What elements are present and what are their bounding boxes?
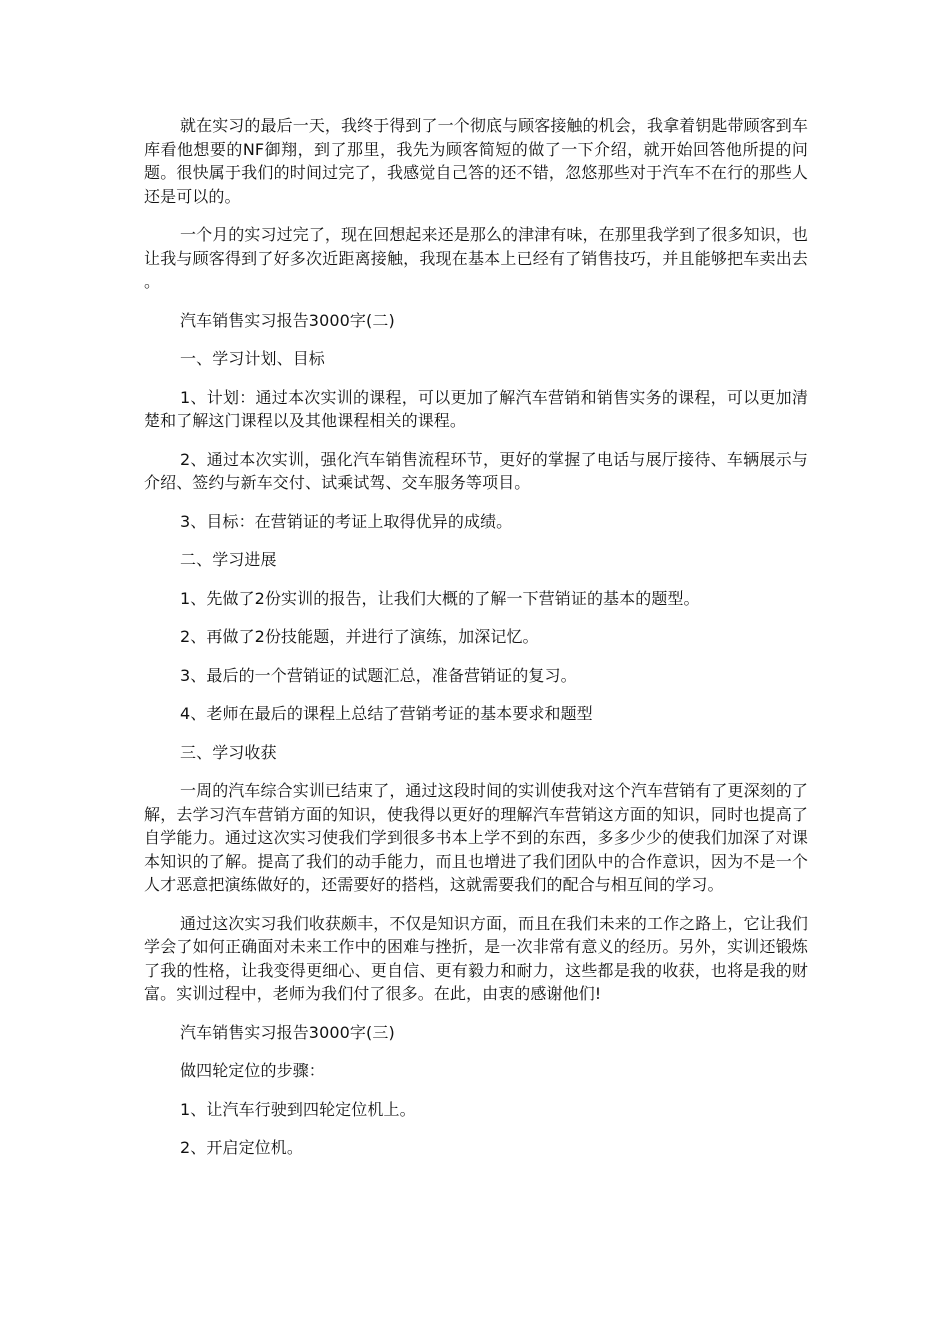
heading-alignment-steps: 做四轮定位的步骤： xyxy=(180,1061,325,1080)
heading-study-plan: 一、学习计划、目标 xyxy=(180,349,325,368)
list-item-progress-2: 2、再做了2份技能题，并进行了演练，加深记忆。 xyxy=(180,627,539,646)
list-item-progress-1: 1、先做了2份实训的报告，让我们大概的了解一下营销证的基本的题型。 xyxy=(180,588,700,608)
paragraph-gains-1: 一周的汽车综合实训已结束了，通过这段时间的实训使我对这个汽车营销有了更深刻的了解，去学习汽车营销方面的知识，使我得以更好的理解汽车营销这方面的知识，同时也提高了自学能力。通过这次实习使我们学到很多书本上学不到的东西，多多少少的使我们加深了对课本知识的了解。提高了我们的动手能力，而且也增进了我们团队中的合作意识，因为不是一个人才恶意把演练做好的，还需要好的搭档，这就需要我们的配合与相互间的学习。 xyxy=(144,781,808,894)
section-title-report-3: 汽车销售实习报告3000字(三) xyxy=(180,1022,395,1042)
paragraph-month-summary: 一个月的实习过完了，现在回想起来还是那么的津津有味，在那里我学到了很多知识，也让我与顾客得到了好多次近距离接触，我现在基本上已经有了销售技巧，并且能够把车卖出去。 xyxy=(144,225,808,291)
paragraph-final-day: 就在实习的最后一天，我终于得到了一个彻底与顾客接触的机会，我拿着钥匙带顾客到车库看他想要的NF御翔，到了那里，我先为顾客简短的做了一下介绍，就开始回答他所提的问题。很快属于我们的时间过完了，我感觉自己答的还不错，忽悠那些对于汽车不在行的那些人还是可以的。 xyxy=(144,116,808,206)
list-item-plan: 1、计划：通过本次实训的课程，可以更加了解汽车营销和销售实务的课程，可以更加清楚和了解这门课程以及其他课程相关的课程。 xyxy=(144,387,808,430)
paragraph-gains-2: 通过这次实习我们收获颇丰，不仅是知识方面，而且在我们未来的工作之路上，它让我们学会了如何正确面对未来工作中的困难与挫折，是一次非常有意义的经历。另外，实训还锻炼了我的性格，让我变得更细心、更自信、更有毅力和耐力，这些都是我的收获，也将是我的财富。实训过程中，老师为我们付了很多。在此，由衷的感谢他们! xyxy=(144,913,808,1003)
section-title-report-2: 汽车销售实习报告3000字(二) xyxy=(180,310,395,330)
list-item-progress-4: 4、老师在最后的课程上总结了营销考证的基本要求和题型 xyxy=(180,704,593,723)
list-item-progress-3: 3、最后的一个营销证的试题汇总，准备营销证的复习。 xyxy=(180,665,577,685)
heading-progress: 二、学习进展 xyxy=(180,550,277,569)
list-item-training: 2、通过本次实训，强化汽车销售流程环节，更好的掌握了电话与展厅接待、车辆展示与介绍、签约与新车交付、试乘试驾、交车服务等项目。 xyxy=(144,449,808,492)
list-item-step-1: 1、让汽车行驶到四轮定位机上。 xyxy=(180,1099,416,1119)
list-item-step-2: 2、开启定位机。 xyxy=(180,1138,303,1157)
heading-gains: 三、学习收获 xyxy=(180,742,277,762)
list-item-goal: 3、目标：在营销证的考证上取得优异的成绩。 xyxy=(180,511,513,531)
document-page xyxy=(144,114,808,1175)
